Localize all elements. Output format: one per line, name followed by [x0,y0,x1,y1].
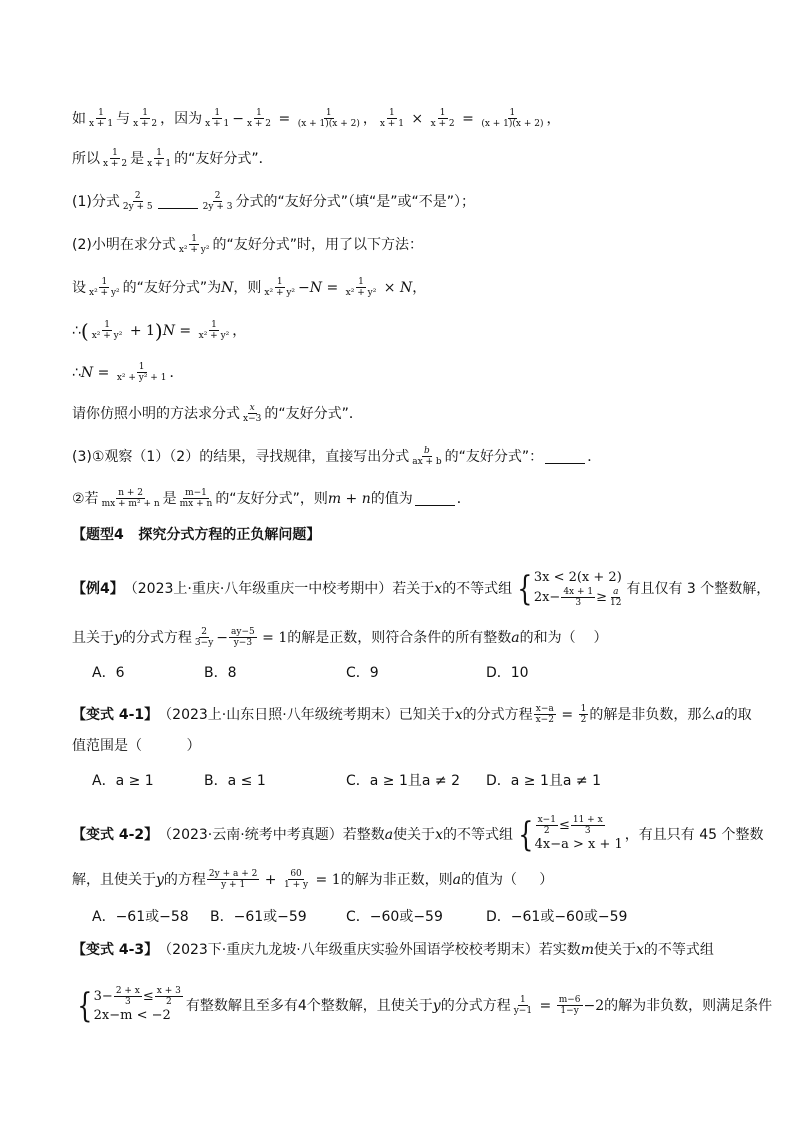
fraction: $\frac{1}{\text{x² + y² + 1}}$ [116,362,167,383]
text: （2023·云南·统考中考真题）若整数 [158,826,385,843]
text: 的“友好分式”． [174,150,273,167]
variant-4-3-line-2 [72,985,773,1026]
paren: ( [80,318,89,343]
text: 的方程 [163,871,206,888]
text: 的“友好分式”，则 [215,490,328,507]
text: 的解为非负数，则满足条件 [604,997,773,1014]
math-var: a [384,826,394,843]
text: + 1 [125,322,155,339]
text: = 1 [257,629,288,646]
option-d[interactable]: D．10 [486,665,529,681]
text: 的值为（ ） [460,871,554,888]
inequality-row: $\frac{x-1}{2}$ ≤ $\frac{11 + x}{3}$ [537,815,603,836]
text: 的不等式组 [442,826,513,843]
fraction: $\frac{x-a}{x-2}$ [535,704,554,725]
text: (1)分式 [72,193,120,210]
variant-4-1-line-1 [72,704,752,725]
fraction: $\frac{ay-5}{y-3}$ [231,627,255,648]
text: ∴ [72,322,81,339]
math-var: N [80,364,94,381]
question-1-line [72,191,732,212]
text: （2023下·重庆九龙坡·八年级重庆实验外国语学校校考期末）若实数 [158,942,581,958]
option-c[interactable]: C．a ≥ 1且a ≠ 2 [346,773,461,789]
method-line-1 [72,277,732,298]
paren: ) [154,318,163,343]
fraction: $\frac{1}{\text{x² + y²}}$ [198,320,230,341]
text: ，有且只有 45 个整数 [624,826,764,843]
text: 如 [72,110,86,127]
text: = 1 [311,871,341,888]
inequality-system: { $\frac{x-1}{2}$ ≤ $\frac{11 + x}{3}$ 4x−a > x + 1 [518,814,623,855]
text: 的解是正数，则符合条件的所有整数 [287,629,512,646]
answer-blank [158,194,198,209]
fraction: $\frac{m-6}{1-y}$ [558,995,581,1016]
text: ②若 [72,490,99,507]
text: (3)①观察（1）（2）的结果，寻找规律，直接写出分式 [72,448,410,465]
text: ∴ [72,364,81,381]
text: 的“友好分式”． [264,405,363,422]
math-var: x [635,942,644,958]
inequality-row: 3− $\frac{2 + x}{3}$ ≤ $\frac{x + 3}{2}$ [93,986,181,1007]
variant-tag: 【变式 4-1】 [72,706,159,723]
fraction: $\frac{1}{(x + 1)(x + 2)}$ [481,108,544,129]
text: = [535,997,556,1014]
fraction: $\frac{1}{\text{x² + y²}}$ [178,234,210,255]
option-a[interactable]: A．a ≥ 1 [92,773,154,789]
option-d[interactable]: D．a ≥ 1且a ≠ 1 [486,773,602,789]
fraction: $\frac{1}{x + 2}$ [430,108,455,129]
text: 所以 [72,150,100,167]
math-var: x [435,826,443,843]
fraction: $\frac{1}{x + 1}$ [379,108,404,129]
inequality-row: 2x−m < −2 [93,1008,171,1023]
inequality-system: { 3x < 2(x + 2) 2x− $\frac{4x + 1}{3}$ ≥ $\frac{a}{12}$ [514,569,624,608]
text: 解，且使关于 [72,871,156,888]
text: + [260,871,281,888]
math-var: a [715,706,724,723]
text: 使关于 [393,826,436,843]
text: − [232,110,244,127]
text: = [93,364,114,381]
math-var: N [162,322,175,339]
variant-4-1-line-2 [72,736,732,756]
math-var: N [399,279,413,296]
text: ． [169,364,184,381]
option-b[interactable]: B．8 [204,665,237,681]
example-4-options [92,662,732,682]
option-a[interactable]: A．−61或−58 [92,909,189,925]
text: ． [456,490,471,507]
fraction: $\frac{1}{\text{x² + y²}}$ [91,320,123,341]
variant-4-2-options [92,906,732,926]
fraction: $\frac{1}{y-1}$ [513,995,533,1016]
method-line-3 [72,362,732,383]
text: = [556,706,578,723]
math-var: x [454,706,463,723]
variant-4-3-line-1 [72,940,732,960]
option-a[interactable]: A．6 [92,665,125,681]
text: （2023上·山东日照·八年级统考期末）已知关于 [158,706,455,723]
intro-line-2 [72,148,732,169]
text: 的取 [723,706,752,723]
text: 的解为非正数，则 [340,871,453,888]
text: 是 [162,490,177,507]
fraction: $\frac{1}{\text{x² + y²}}$ [264,277,296,298]
text: 是 [130,150,145,167]
text: 且关于 [72,629,114,646]
inequality-row: 4x−a > x + 1 [534,837,623,852]
variant-4-1-options [92,770,732,790]
fraction: $\frac{2}{3-y}$ [194,627,214,648]
text: 的分式方程 [462,706,533,723]
example-tag: 【例4】 [72,580,124,597]
fraction: $\frac{1}{\text{x² + y²}}$ [89,277,120,298]
inequality-row: 3x < 2(x + 2) [533,570,622,585]
fraction: $\frac{1}{\text{x² + y²}}$ [345,277,377,298]
question-2-line [72,234,732,255]
text: 的值为 [370,490,413,507]
fraction: $\frac{1}{x + 1}$ [147,148,172,169]
math-var: a [511,629,520,646]
option-b[interactable]: B．a ≤ 1 [204,773,266,789]
text: 有整数解且至多有4个整数解，且使关于 [185,997,433,1014]
text: ，因为 [160,110,203,127]
text: (2)小明在求分式 [72,236,176,253]
option-b[interactable]: B．−61或−59 [210,909,307,925]
question-3-1-line [72,446,732,467]
math-var: x [434,580,443,597]
fraction: $\frac{x}{x-3}$ [243,403,262,424]
math-var: N [221,279,234,296]
text: 设 [72,279,86,296]
text: 有且仅有 3 个整数解， [626,580,771,597]
inequality-system: { 3− $\frac{2 + x}{3}$ ≤ $\frac{x + 3}{2}$ 2x−m < −2 [74,986,184,1025]
fraction: $\frac{1}{x + 1}$ [205,108,230,129]
text: 使关于 [593,942,636,958]
text: 的解是非负数，那么 [589,706,716,723]
text: = [457,110,479,127]
text: ， [232,322,247,339]
fraction: $\frac{1}{x + 1}$ [89,108,114,129]
fraction: $\frac{1}{x + 2}$ [133,108,158,129]
answer-blank [545,449,585,464]
text: ， [546,110,561,127]
fraction: $\frac{2}{2y + 5}$ [122,191,153,212]
fraction: $\frac{60}{1 + y}$ [284,869,309,890]
text: ， [412,279,427,296]
text: = [274,110,295,127]
fraction: $\frac{b}{ax + b}$ [412,446,442,467]
text: 的“友好分式”： [444,448,544,465]
option-c[interactable]: C．9 [346,665,379,681]
text: × [406,110,428,127]
math-var: y [156,871,164,888]
heading-text: 【题型4 探究分式方程的正负解问题】 [72,527,321,543]
fraction: $\frac{1}{2}$ [580,704,587,725]
variant-4-2-line-2 [72,869,732,890]
answer-blank [415,491,455,506]
example-4-line-2 [72,627,732,648]
text: = [322,279,343,296]
text: −2 [583,997,605,1014]
inequality-row: 2x− $\frac{4x + 1}{3}$ ≥ $\frac{a}{12}$ [533,587,622,608]
fraction: $\frac{n + 2}{\text{mx + m² + n}}$ [101,488,160,509]
option-d[interactable]: D．−61或−60或−59 [486,909,628,925]
intro-line-1 [72,108,732,129]
text: 分式的“友好分式”（填“是”或“不是”）； [235,193,475,210]
variant-4-2-line-1 [72,814,764,855]
math-var: N [309,279,323,296]
text: （2023上·重庆·八年级重庆一中校考期中）若关于 [123,580,435,597]
text: ，则 [233,279,262,296]
math-var: y [114,629,122,646]
example-4-line-1 [72,568,771,609]
option-c[interactable]: C．−60或−59 [346,909,443,925]
text: 的和为（ ） [519,629,608,646]
text: 的“友好分式”时，用了以下方法： [212,236,423,253]
text: × [379,279,400,296]
text: 的“友好分式”为 [122,279,222,296]
text: 值范围是（ ） [72,738,201,754]
text: 的不等式组 [442,580,513,597]
text: 请你仿照小明的方法求分式 [72,405,240,422]
math-var: m [580,942,594,958]
fraction: $\frac{2y + a + 2}{y + 1}$ [208,869,258,890]
fraction: $\frac{m-1}{mx + n}$ [179,488,213,509]
math-var: a [452,871,461,888]
math-var: y [432,997,441,1014]
text: − [298,279,310,296]
variant-tag: 【变式 4-3】 [72,942,159,958]
fraction: $\frac{1}{x + 2}$ [103,148,128,169]
text: ． [587,448,602,465]
text: 的分式方程 [121,629,192,646]
math-expr: m + n [327,490,371,507]
method-line-2 [72,320,732,341]
text: 的分式方程 [440,997,511,1014]
fraction: $\frac{1}{(x + 1)(x + 2)}$ [297,108,360,129]
text: = [174,322,196,339]
text: ， [362,110,377,127]
imitate-line [72,403,732,424]
section-heading [72,525,732,545]
question-3-2-line [72,488,732,509]
text: 与 [116,110,131,127]
fraction: $\frac{1}{x + 2}$ [246,108,272,129]
fraction: $\frac{2}{2y + 3}$ [202,191,233,212]
variant-tag: 【变式 4-2】 [72,826,159,843]
text: 的不等式组 [643,942,714,958]
text: − [216,629,229,646]
